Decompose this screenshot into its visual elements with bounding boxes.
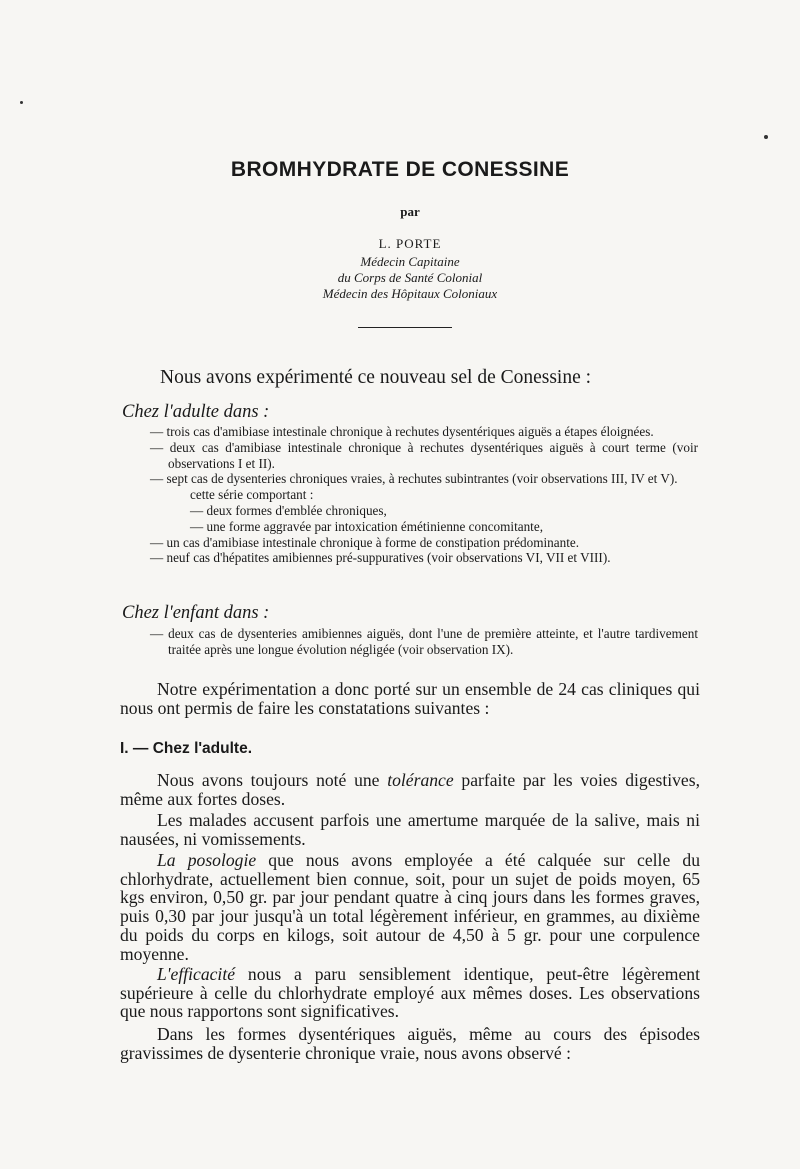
intro-sentence: Nous avons expérimenté ce nouveau sel de Conessine : [160, 367, 592, 388]
list-item: — deux formes d'emblée chroniques, [190, 502, 387, 518]
child-case-list [150, 626, 698, 658]
list-item: — neuf cas d'hépatites amibiennes pré-suppuratives (voir observations VI, VII et VIII). [150, 550, 611, 566]
adult-case-list [150, 424, 698, 566]
tolerance-paragraph: Nous avons toujours noté une tolérance parfaite par les voies digestives, même aux fortes doses. [120, 770, 700, 809]
adult-subheading: I. — Chez l'adulte. [120, 740, 253, 757]
list-item: — deux cas de dysenteries amibiennes aiguës, dont l'une de première atteinte, et l'autre tardivement traitée après une longue évolution négligée (voir observation IX). [150, 626, 698, 657]
list-item: — un cas d'amibiase intestinale chronique à forme de constipation prédominante. [150, 534, 580, 550]
scan-speck [764, 135, 768, 139]
posology-paragraph: La posologie que nous avons employée a été calquée sur celle du chlorhydrate, actuellement bien connue, soit, pour un sujet de poids moyen, 65 kgs environ, 0,50 gr. par jour pendant quatre à cinq jours dans les formes graves, puis 0,30 par jour jusqu'à un total légèrement inférieur, en grammes, au dixième du poids du corps en kilogs, soit autour de 4,50 à 5 gr. pour une corpulence moyenne. [120, 850, 700, 964]
author-name: L. PORTE [378, 236, 442, 251]
list-item: — sept cas de dysenteries chroniques vraies, à rechutes subintrantes (voir observations III, IV et V). [150, 471, 678, 487]
list-item: — une forme aggravée par intoxication émétinienne concomitante, [190, 518, 543, 534]
list-item: cette série comportant : [190, 487, 314, 503]
list-item: — deux cas d'amibiase intestinale chronique à rechutes dysentériques aiguës à court terme (voir observations I et II). [150, 439, 698, 471]
by-line: par [400, 204, 420, 219]
efficacy-paragraph: L'efficacité nous a paru sensiblement identique, peut-être légèrement supérieure à celle du chlorhydrate employé aux mêmes doses. Les observations que nous rapportons sont significatives. [120, 964, 700, 1022]
article-title: BROMHYDRATE DE CONESSINE [230, 158, 570, 181]
affiliation-line: du Corps de Santé Colonial [337, 270, 483, 285]
list-item: — trois cas d'amibiase intestinale chronique à rechutes dysentériques aiguës a étapes éloignées. [150, 424, 654, 439]
affiliation-line: Médecin des Hôpitaux Coloniaux [322, 286, 498, 301]
acute-forms-paragraph: Dans les formes dysentériques aiguës, même au cours des épisodes gravissimes de dysenterie chronique vraie, nous avons observé : [120, 1024, 700, 1063]
bitterness-paragraph: Les malades accusent parfois une amertume marquée de la salive, mais ni nausées, ni vomissements. [120, 810, 700, 849]
section-heading-adult: Chez l'adulte dans : [122, 402, 270, 422]
scan-speck [20, 101, 23, 104]
separator-rule [358, 327, 452, 328]
affiliation-line: Médecin Capitaine [360, 254, 460, 269]
summary-paragraph: Notre expérimentation a donc porté sur un ensemble de 24 cas cliniques qui nous ont permis de faire les constatations suivantes : [120, 679, 700, 718]
section-heading-child: Chez l'enfant dans : [122, 603, 270, 623]
